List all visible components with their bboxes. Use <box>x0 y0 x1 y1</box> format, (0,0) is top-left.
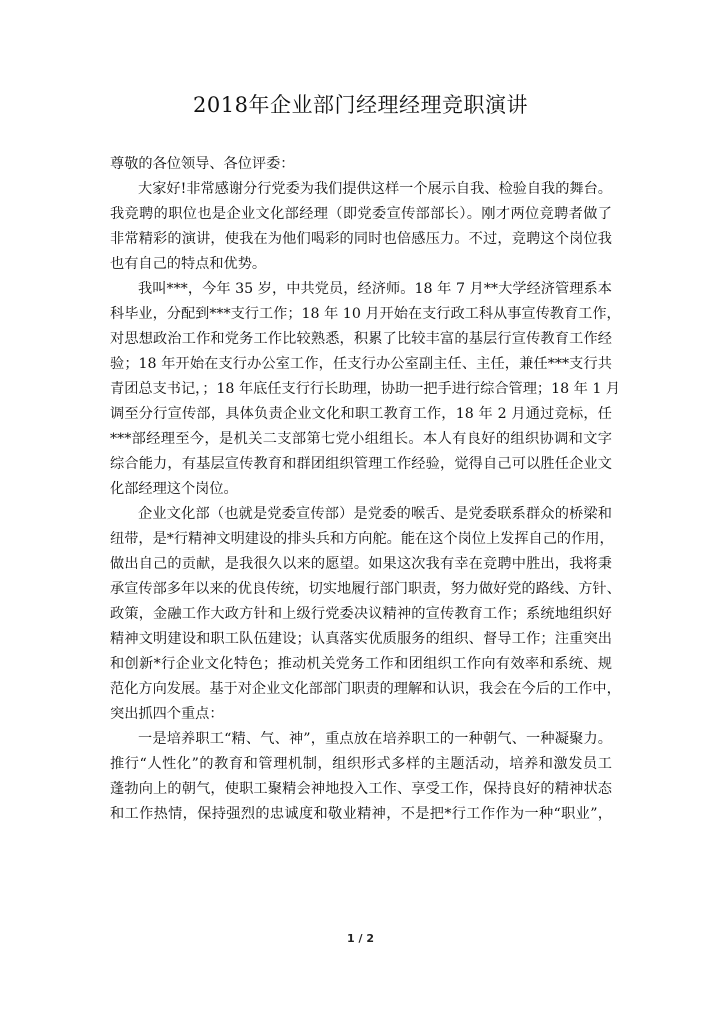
text-line: 我竞聘的职位也是企业文化部经理（即党委宣传部部长）。刚才两位竞聘者做了 <box>110 206 612 222</box>
salutation: 尊敬的各位领导、各位评委： <box>110 156 295 172</box>
text-line: 范化方向发展。基于对企业文化部部门职责的理解和认识，我会在今后的工作中， <box>110 681 621 697</box>
text-line: 一是培养职工“精、气、神”，重点放在培养职工的一种朝气、一种凝聚力。 <box>138 731 612 747</box>
paragraph-lines <box>110 177 621 827</box>
text-line: 我叫***，今年 35 岁，中共党员，经济师。18 年 7 月**大学经济管理系本 <box>138 281 612 297</box>
text-line: 非常精彩的演讲，使我在为他们喝彩的同时也倍感压力。不过，竞聘这个岗位我 <box>110 231 612 247</box>
text-line: 突出抓四个重点： <box>110 706 224 722</box>
text-line: 企业文化部（也就是党委宣传部）是党委的喉舌、是党委联系群众的桥梁和 <box>138 506 612 522</box>
document-title: 2018年企业部门经理经理竞职演讲 <box>193 93 528 117</box>
text-line: 也有自己的特点和优势。 <box>110 256 267 272</box>
text-line: 政策，金融工作大政方针和上级行党委决议精神的宣传教育工作；系统地组织好 <box>110 606 612 622</box>
document-body <box>110 152 621 827</box>
text-line: 承宣传部多年以来的优良传统，切实地履行部门职责，努力做好党的路线、方针、 <box>110 581 621 597</box>
text-line: 大家好!非常感谢分行党委为我们提供这样一个展示自我、检验自我的舞台。 <box>138 181 612 197</box>
text-line: 验；18 年开始在支行办公室工作，任支行办公室副主任、主任，兼任***支行共 <box>110 356 612 372</box>
text-line: 青团总支书记，；18 年底任支行行长助理，协助一把手进行综合管理；18 年 1 月 <box>110 381 621 397</box>
text-line: ***部经理至今，是机关二支部第七党小组组长。本人有良好的组织协调和文字 <box>110 431 612 447</box>
text-line: 和工作热情，保持强烈的忠诚度和敬业精神，不是把*行工作作为一种“职业”， <box>110 806 612 822</box>
text-line: 对思想政治工作和党务工作比较熟悉，积累了比较丰富的基层行宣传教育工作经 <box>110 331 612 347</box>
text-line: 推行“人性化”的教育和管理机制，组织形式多样的主题活动，培养和激发员工 <box>110 756 612 772</box>
text-line: 精神文明建设和职工队伍建设；认真落实优质服务的组织、督导工作；注重突出 <box>110 631 612 647</box>
page-number: 1 / 2 <box>347 932 374 945</box>
text-line: 综合能力，有基层宣传教育和群团组织管理工作经验，觉得自己可以胜任企业文 <box>110 456 612 472</box>
text-line: 化部经理这个岗位。 <box>110 481 238 497</box>
text-line: 纽带，是*行精神文明建设的排头兵和方向舵。能在这个岗位上发挥自己的作用， <box>110 531 614 547</box>
text-line: 科毕业，分配到***支行工作；18 年 10 月开始在支行政工科从事宣传教育工作， <box>110 306 621 322</box>
text-line: 蓬勃向上的朝气，使职工聚精会神地投入工作、享受工作，保持良好的精神状态 <box>110 781 612 797</box>
text-line: 调至分行宣传部，具体负责企业文化和职工教育工作，18 年 2 月通过竞标，任 <box>110 406 612 422</box>
text-line: 做出自己的贡献，是我很久以来的愿望。如果这次我有幸在竞聘中胜出，我将秉 <box>110 556 612 572</box>
text-line: 和创新*行企业文化特色；推动机关党务工作和团组织工作向有效率和系统、规 <box>110 656 612 672</box>
